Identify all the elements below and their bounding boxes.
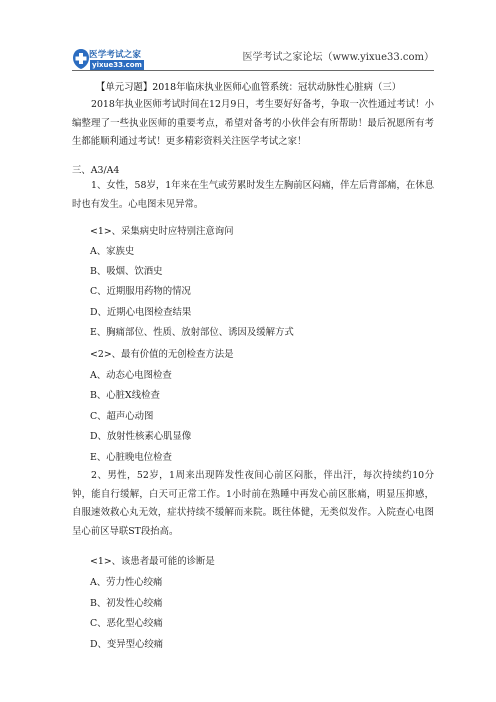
header-divider bbox=[72, 70, 434, 71]
option-item: B、初发性心绞痛 bbox=[90, 598, 163, 609]
option-item: C、恶化型心绞痛 bbox=[90, 618, 163, 629]
logo-text: 医学考试之家 bbox=[89, 50, 142, 60]
option-item: B、吸烟、饮酒史 bbox=[90, 266, 163, 277]
option-item: A、家族史 bbox=[90, 246, 135, 257]
question-stem: <2>、最有价值的无创检查方法是 bbox=[90, 349, 234, 360]
option-item: E、胸痛部位、性质、放射部位、诱因及缓解方式 bbox=[90, 327, 294, 338]
option-item: A、劳力性心绞痛 bbox=[90, 577, 163, 588]
option-item: C、近期服用药物的情况 bbox=[90, 286, 191, 297]
page-header bbox=[72, 46, 434, 76]
intro-paragraph: 2018年执业医师考试时间在12月9日，考生要好好备考，争取一次性通过考试！小编整理了一些执业医师的重要考点，希望对备考的小伙伴会有所帮助！最后祝愿所有考生都能顺利通过考试！更多精彩资料关注医学考试之家！ bbox=[72, 99, 434, 147]
option-item: B、心脏X线检查 bbox=[90, 390, 160, 401]
question-stem: <1>、采集病史时应特别注意询问 bbox=[90, 226, 234, 237]
logo-url: yixue33.com bbox=[92, 61, 142, 69]
option-item: D、放射性核素心肌显像 bbox=[90, 431, 192, 442]
option-item: C、超声心动图 bbox=[90, 411, 154, 422]
case2-stem: 2、男性，52岁，1周来出现阵发性夜间心前区闷胀，伴出汗，每次持续约10分钟，能自行缓解，白天可正常工作。1小时前在熟睡中再发心前区胀痛，明显压抑感，自服速效救心丸无效，症状持续不缓解而来院。既往体健，无类似发作。入院查心电图呈心前区导联ST段抬高。 bbox=[72, 470, 434, 537]
option-item: D、近期心电图检查结果 bbox=[90, 307, 192, 318]
option-item: A、动态心电图检查 bbox=[90, 370, 172, 381]
case1-stem: 1、女性，58岁，1年来在生气或劳累时发生左胸前区闷痛，伴左后背部痛，在休息时也有发生。心电图未见异常。 bbox=[72, 180, 434, 210]
document-title: 【单元习题】2018年临床执业医师心血管系统：冠状动脉性心脏病（三） bbox=[96, 82, 402, 93]
option-item: D、变异型心绞痛 bbox=[90, 639, 164, 650]
site-name-link[interactable]: 医学考试之家论坛（www.yixue33.com） bbox=[242, 52, 434, 63]
question-stem: <1>、该患者最可能的诊断是 bbox=[90, 556, 215, 567]
section-heading: 三、A3/A4 bbox=[72, 165, 120, 176]
option-item: E、心脏晚电位检查 bbox=[90, 452, 172, 463]
medical-cross-logo-icon bbox=[72, 48, 90, 70]
